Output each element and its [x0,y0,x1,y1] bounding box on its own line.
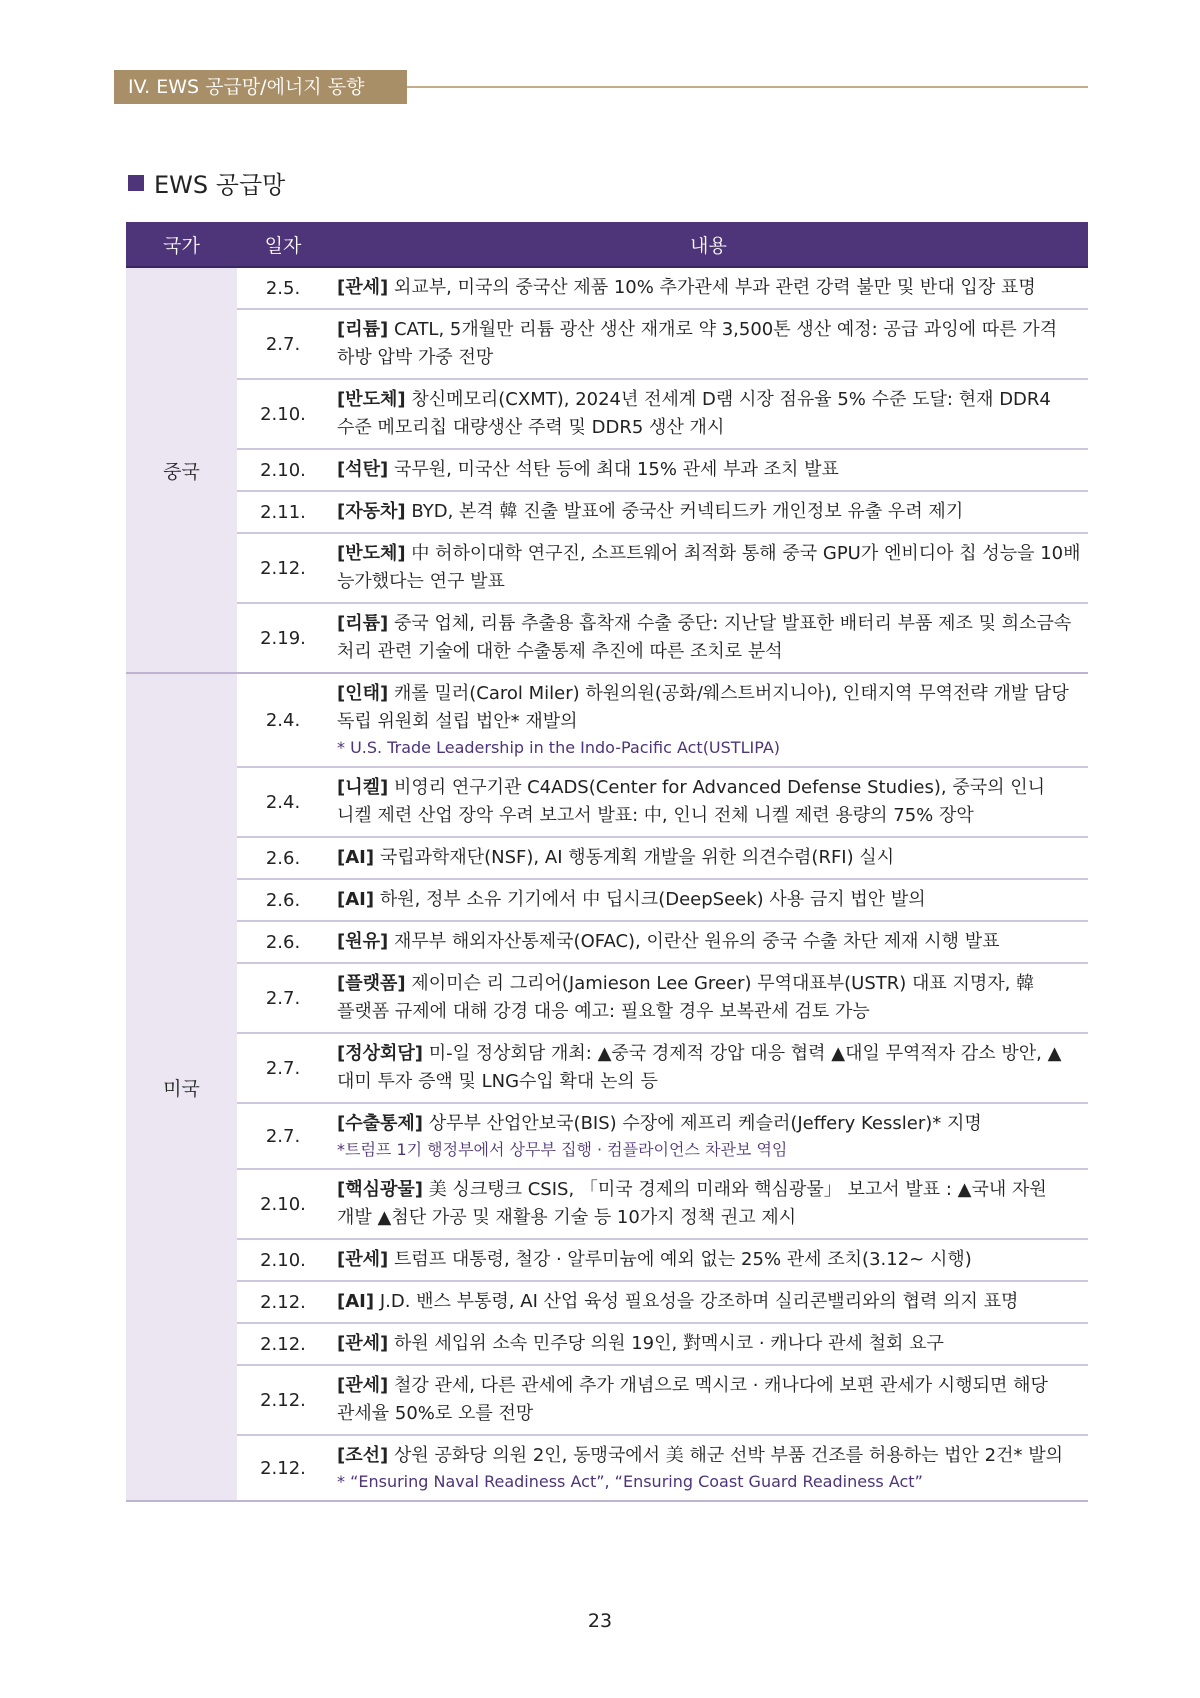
topic-tag: [리튬] [337,613,389,634]
content-text: 창신메모리(CXMT), 2024년 전세계 D램 시장 점유율 5% 수준 도달: 현재 DDR4 수준 메모리칩 대량생산 주력 및 DDR5 생산 개시 [337,389,1051,438]
table-body [126,267,1088,1501]
content-cell [329,1103,1088,1169]
content-cell [329,1323,1088,1365]
column-header-date: 일자 [237,222,329,267]
content-text: 美 싱크탱크 CSIS, 「미국 경제의 미래와 핵심광물」 보고서 발표 : ▲국내 자원 개발 ▲첨단 가공 및 재활용 기술 등 10가지 정책 권고 제시 [337,1179,1047,1228]
topic-tag: [리튬] [337,319,389,340]
table-row [126,491,1088,533]
topic-tag: [니켈] [337,777,389,798]
content-text: 국무원, 미국산 석탄 등에 최대 15% 관세 부과 조치 발표 [388,459,839,480]
content-text: 외교부, 미국의 중국산 제품 10% 추가관세 부과 관련 강력 불만 및 반대 입장 표명 [388,277,1036,298]
table-row [126,1323,1088,1365]
section-title-text: EWS 공급망 [154,171,286,199]
content-cell [329,963,1088,1033]
topic-tag: [수출통제] [337,1113,424,1134]
content-text: 中 허하이대학 연구진, 소프트웨어 최적화 통해 중국 GPU가 엔비디아 칩 성능을 10배 능가했다는 연구 발표 [337,543,1081,592]
content-text: J.D. 밴스 부통령, AI 산업 육성 필요성을 강조하며 실리콘밸리와의 협력 의지 표명 [374,1291,1019,1312]
date-cell: 2.4. [237,767,329,837]
date-cell: 2.7. [237,963,329,1033]
content-text: 상원 공화당 의원 2인, 동맹국에서 美 해군 선박 부품 건조를 허용하는 법안 2건* 발의 [388,1445,1063,1466]
content-cell [329,533,1088,603]
country-cell: 중국 [126,267,237,673]
topic-tag: [반도체] [337,389,406,410]
topic-tag: [플랫폼] [337,973,406,994]
date-cell: 2.7. [237,1103,329,1169]
header-divider [407,86,1088,88]
table-row [126,1033,1088,1103]
table-row [126,837,1088,879]
date-cell: 2.7. [237,309,329,379]
topic-tag: [석탄] [337,459,389,480]
topic-tag: [정상회담] [337,1043,424,1064]
table-row [126,1103,1088,1169]
section-title [128,165,285,200]
page-number: 23 [587,1610,613,1632]
date-cell: 2.12. [237,1281,329,1323]
content-text: 비영리 연구기관 C4ADS(Center for Advanced Defense Studies), 중국의 인니 니켈 제련 산업 장악 우려 보고서 발표: 中, 인니 전체 니켈 제련 용량의 75% 장악 [337,777,1045,826]
content-text: 재무부 해외자산통제국(OFAC), 이란산 원유의 중국 수출 차단 제재 시행 발표 [388,931,1000,952]
table-row [126,673,1088,767]
country-cell: 미국 [126,673,237,1501]
date-cell: 2.11. [237,491,329,533]
date-cell: 2.4. [237,673,329,767]
content-cell [329,1239,1088,1281]
content-cell [329,379,1088,449]
square-bullet-icon [128,175,144,191]
table-row [126,603,1088,673]
content-cell [329,449,1088,491]
table-row [126,921,1088,963]
content-cell [329,1365,1088,1435]
topic-tag: [반도체] [337,543,406,564]
content-text: 상무부 산업안보국(BIS) 수장에 제프리 케슬러(Jeffery Kessler)* 지명 [423,1113,982,1134]
topic-tag: [조선] [337,1445,389,1466]
content-cell [329,921,1088,963]
content-text: 중국 업체, 리튬 추출용 흡착재 수출 중단: 지난달 발표한 배터리 부품 제조 및 희소금속 처리 관련 기술에 대한 수출통제 추진에 따른 조치로 분석 [337,613,1072,662]
topic-tag: [관세] [337,1249,389,1270]
topic-tag: [AI] [337,847,375,868]
date-cell: 2.10. [237,379,329,449]
topic-tag: [AI] [337,1291,375,1312]
table-row [126,879,1088,921]
date-cell: 2.19. [237,603,329,673]
content-cell [329,1033,1088,1103]
content-text: BYD, 본격 韓 진출 발표에 중국산 커넥티드카 개인정보 유출 우려 제기 [405,501,964,522]
content-text: 미-일 정상회담 개최: ▲중국 경제적 강압 대응 협력 ▲대일 무역적자 감소 방안, ▲대미 투자 증액 및 LNG수입 확대 논의 등 [337,1043,1062,1092]
topic-tag: [자동차] [337,501,406,522]
content-cell [329,309,1088,379]
date-cell: 2.10. [237,449,329,491]
content-cell [329,267,1088,309]
footnote-text: * “Ensuring Naval Readiness Act”, “Ensuring Coast Guard Readiness Act” [337,1472,923,1491]
content-cell [329,1169,1088,1239]
content-text: 하원, 정부 소유 기기에서 中 딥시크(DeepSeek) 사용 금지 법안 발의 [374,889,926,910]
content-cell [329,491,1088,533]
date-cell: 2.10. [237,1169,329,1239]
table-row [126,267,1088,309]
topic-tag: [인태] [337,683,389,704]
content-cell [329,767,1088,837]
content-cell [329,879,1088,921]
table-header-row [126,222,1088,267]
table-row [126,1281,1088,1323]
content-text: 철강 관세, 다른 관세에 추가 개념으로 멕시코 · 캐나다에 보편 관세가 시행되면 해당 관세율 50%로 오를 전망 [337,1375,1048,1424]
table-row [126,309,1088,379]
date-cell: 2.10. [237,1239,329,1281]
table-row [126,1169,1088,1239]
content-text: 하원 세입위 소속 민주당 의원 19인, 對멕시코 · 캐나다 관세 철회 요구 [388,1333,944,1354]
table-row [126,533,1088,603]
date-cell: 2.6. [237,837,329,879]
date-cell: 2.12. [237,1365,329,1435]
date-cell: 2.7. [237,1033,329,1103]
topic-tag: [관세] [337,277,389,298]
table-row [126,963,1088,1033]
topic-tag: [AI] [337,889,375,910]
topic-tag: [핵심광물] [337,1179,424,1200]
content-text: 국립과학재단(NSF), AI 행동계획 개발을 위한 의견수렴(RFI) 실시 [374,847,895,868]
table-row [126,379,1088,449]
content-cell [329,603,1088,673]
date-cell: 2.12. [237,533,329,603]
content-cell [329,673,1088,767]
date-cell: 2.6. [237,921,329,963]
footnote-text: * U.S. Trade Leadership in the Indo-Pacific Act(USTLIPA) [337,738,781,757]
table-row [126,1435,1088,1501]
date-cell: 2.6. [237,879,329,921]
table-row [126,1365,1088,1435]
chapter-header-label: IV. EWS 공급망/에너지 동향 [128,76,365,98]
date-cell: 2.12. [237,1435,329,1501]
supply-chain-table [126,222,1088,1502]
chapter-header-tab [114,70,407,104]
content-text: 제이미슨 리 그리어(Jamieson Lee Greer) 무역대표부(USTR) 대표 지명자, 韓 플랫폼 규제에 대해 강경 대응 예고: 필요할 경우 보복관세 검토 가능 [337,973,1035,1022]
topic-tag: [원유] [337,931,389,952]
topic-tag: [관세] [337,1375,389,1396]
table-row [126,767,1088,837]
table-row [126,449,1088,491]
content-text: 캐롤 밀러(Carol Miler) 하원의원(공화/웨스트버지니아), 인태지역 무역전략 개발 담당 독립 위원회 설립 법안* 재발의 [337,683,1069,732]
footnote-text: *트럼프 1기 행정부에서 상무부 집행 · 컴플라이언스 차관보 역임 [337,1140,788,1159]
table-row [126,1239,1088,1281]
content-text: CATL, 5개월만 리튬 광산 생산 재개로 약 3,500톤 생산 예정: 공급 과잉에 따른 가격 하방 압박 가중 전망 [337,319,1058,368]
content-cell [329,1435,1088,1501]
column-header-content: 내용 [329,222,1088,267]
content-text: 트럼프 대통령, 철강 · 알루미늄에 예외 없는 25% 관세 조치(3.12~ 시행) [388,1249,972,1270]
content-cell [329,837,1088,879]
topic-tag: [관세] [337,1333,389,1354]
date-cell: 2.5. [237,267,329,309]
column-header-country: 국가 [126,222,237,267]
content-cell [329,1281,1088,1323]
date-cell: 2.12. [237,1323,329,1365]
